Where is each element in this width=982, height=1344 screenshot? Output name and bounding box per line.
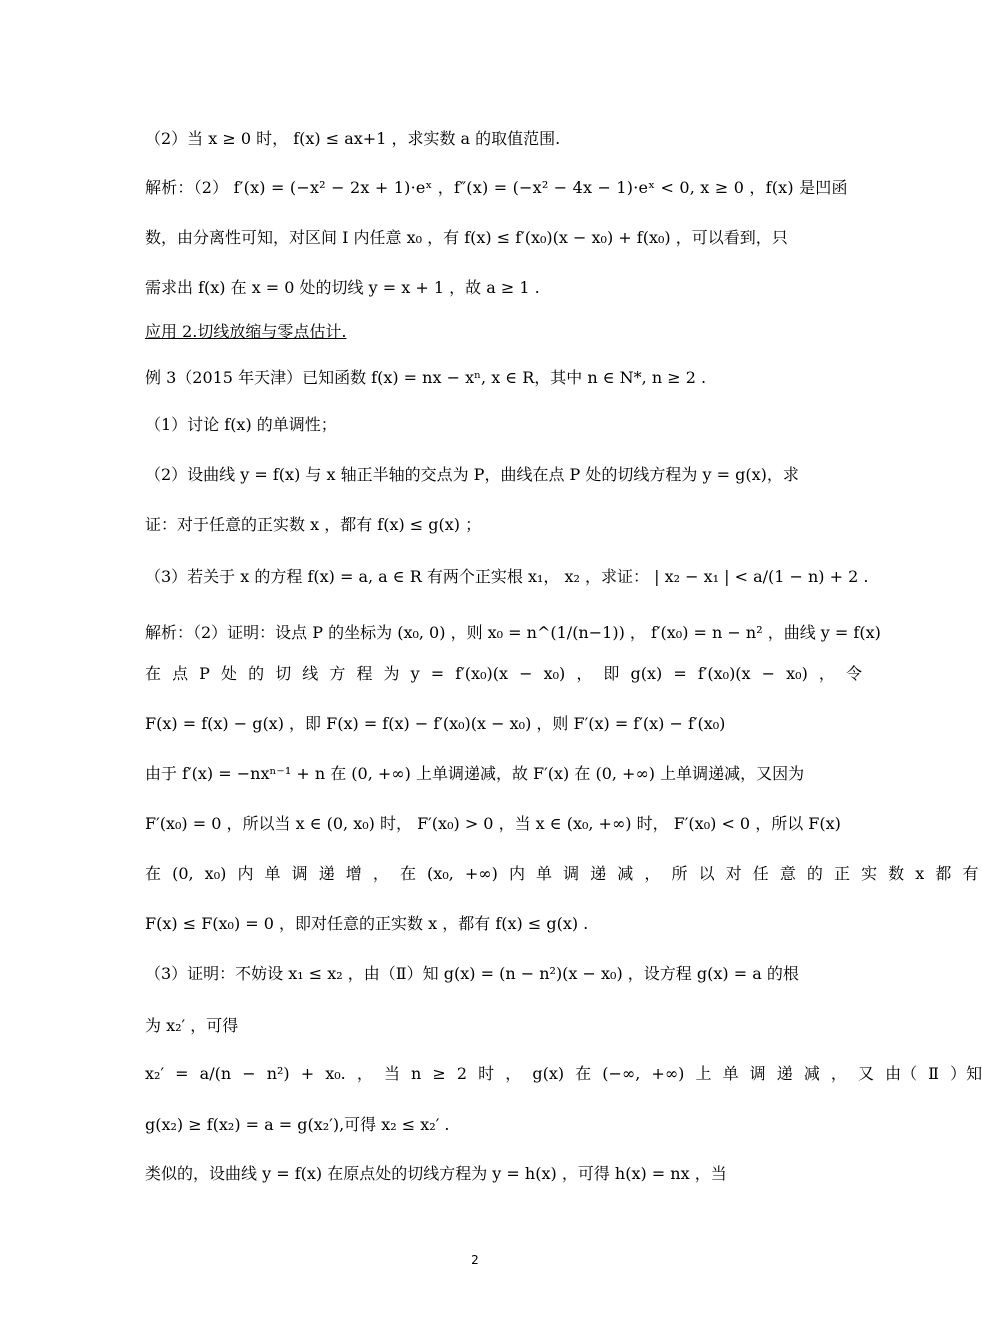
text-line-7: （1）讨论 f(x) 的单调性； [145, 415, 337, 434]
text-line-20: x₂′ = a/(n − n²) + x₀. ， 当 n ≥ 2 时 ， g(x) 在 (−∞, +∞) 上 单 调 递 减 ， 又 由（ Ⅱ ）知 [145, 1064, 982, 1083]
text-line-19: 为 x₂′ ，可得 [145, 1016, 239, 1035]
text-line-9: 证：对于任意的正实数 x ，都有 f(x) ≤ g(x) ； [145, 515, 482, 534]
text-line-4: 需求出 f(x) 在 x = 0 处的切线 y = x + 1 ，故 a ≥ 1 . [145, 278, 540, 297]
page-number: 2 [471, 1253, 479, 1267]
text-line-21: g(x₂) ≥ f(x₂) = a = g(x₂′),可得 x₂ ≤ x₂′ . [145, 1115, 450, 1134]
text-line-12: 在 点 P 处 的 切 线 方 程 为 y = f′(x₀)(x − x₀) ， 即 g(x) = f′(x₀)(x − x₀) ， 令 [145, 664, 863, 683]
text-line-11: 解析：（2）证明：设点 P 的坐标为 (x₀, 0) ，则 x₀ = n^(1/(n−1)) ， f′(x₀) = n − n² ，曲线 y = f(x) [145, 623, 881, 642]
text-line-13: F(x) = f(x) − g(x) ，即 F(x) = f(x) − f′(x₀)(x − x₀) ，则 F′(x) = f′(x) − f′(x₀) [145, 714, 726, 733]
text-line-8: （2）设曲线 y = f(x) 与 x 轴正半轴的交点为 P，曲线在点 P 处的切线方程为 y = g(x)，求 [145, 465, 799, 484]
text-line-1: （2）当 x ≥ 0 时， f(x) ≤ ax+1 ，求实数 a 的取值范围. [145, 129, 561, 148]
text-line-10: （3）若关于 x 的方程 f(x) = a, a ∈ R 有两个正实根 x₁， x₂ ，求证： | x₂ − x₁ | < a/(1 − n) + 2 . [145, 567, 869, 586]
text-line-17: F(x) ≤ F(x₀) = 0 ，即对任意的正实数 x ，都有 f(x) ≤ g(x) . [145, 914, 589, 933]
text-line-18: （3）证明：不妨设 x₁ ≤ x₂ ，由（Ⅱ）知 g(x) = (n − n²)(x − x₀) ，设方程 g(x) = a 的根 [145, 964, 799, 983]
text-line-16: 在 (0, x₀) 内 单 调 递 增 ， 在 (x₀, +∞) 内 单 调 递 减 ， 所 以 对 任 意 的 正 实 数 x 都 有 [145, 864, 979, 883]
text-line-3: 数，由分离性可知，对区间 I 内任意 x₀ ，有 f(x) ≤ f′(x₀)(x − x₀) + f(x₀) ，可以看到，只 [145, 228, 788, 247]
text-line-2: 解析：（2） f′(x) = (−x² − 2x + 1)·eˣ ，f″(x) = (−x² − 4x − 1)·eˣ < 0, x ≥ 0 ，f(x) 是凹函 [145, 178, 848, 197]
example-title: 例 3（2015 年天津）已知函数 f(x) = nx − xⁿ, x ∈ R，其中 n ∈ N*, n ≥ 2 . [145, 368, 707, 387]
section-heading: 应用 2.切线放缩与零点估计. [145, 322, 347, 341]
text-line-22: 类似的，设曲线 y = f(x) 在原点处的切线方程为 y = h(x) ，可得 h(x) = nx ，当 [145, 1164, 727, 1183]
text-line-15: F′(x₀) = 0 ，所以当 x ∈ (0, x₀) 时， F′(x₀) > 0 ，当 x ∈ (x₀, +∞) 时， F′(x₀) < 0 ，所以 F(x) [145, 814, 841, 833]
text-line-14: 由于 f′(x) = −nxⁿ⁻¹ + n 在 (0, +∞) 上单调递减，故 F′(x) 在 (0, +∞) 上单调递减，又因为 [145, 764, 805, 783]
